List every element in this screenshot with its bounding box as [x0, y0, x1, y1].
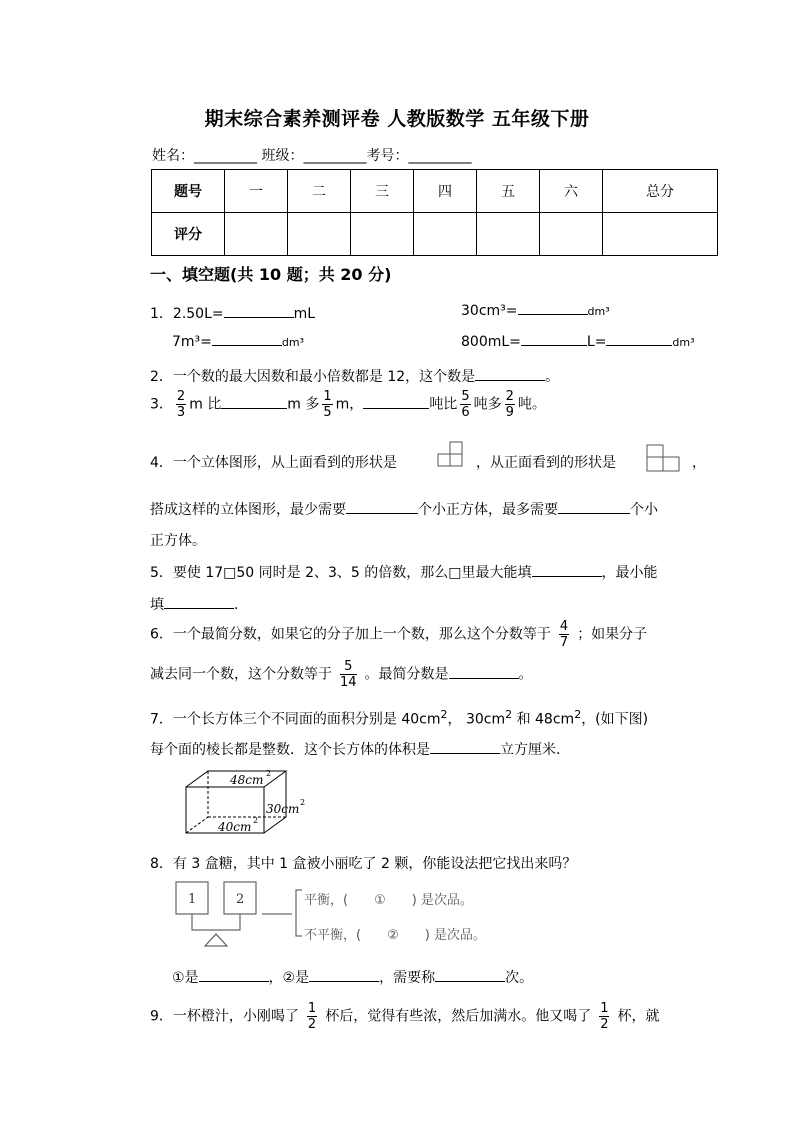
q7-text-6: 立方厘米. — [500, 742, 561, 758]
q9-text-3: 杯，就 — [617, 1008, 660, 1025]
cuboid-bottom-label: 40cm — [218, 820, 252, 834]
q7-text-4: ，(如下图) — [581, 711, 649, 728]
q7-line1 — [150, 708, 648, 729]
q8-blank-3[interactable] — [435, 980, 505, 982]
q6-text-3: 减去同一个数，这个分数等于 — [150, 666, 332, 683]
score-cell[interactable] — [225, 213, 288, 256]
q1-c-blank[interactable] — [212, 344, 282, 346]
score-cell[interactable] — [477, 213, 540, 256]
q3-text-5: 吨多 — [473, 396, 502, 413]
cuboid-figure — [180, 767, 310, 837]
q5-line2 — [150, 594, 238, 614]
q8-text-4: 次。 — [505, 970, 534, 986]
score-header-cell: 题号 — [152, 170, 225, 213]
q6-fraction-2: $\frac{5}{14}$ — [340, 659, 357, 690]
q1-d-mid: L= — [586, 334, 607, 350]
q5-text-4: . — [234, 597, 239, 613]
q7-sup-3: 2 — [574, 708, 582, 721]
q5-text-1: 5．要使 17□50 同时是 2、3、5 的倍数，那么□里最大能填 — [150, 565, 532, 581]
balance-branch-1: 平衡，( ① ) 是次品。 — [304, 893, 473, 908]
score-cell[interactable] — [351, 213, 414, 256]
q5-blank-min[interactable] — [164, 607, 234, 609]
q3-text-6: 吨。 — [517, 396, 546, 413]
cuboid-bottom-sup: 2 — [253, 816, 259, 825]
q7-text-5: 每个面的棱长都是整数．这个长方体的体积是 — [150, 742, 430, 758]
balance-branch-2: 不平衡，( ② ) 是次品。 — [304, 928, 486, 943]
q3-blank-2[interactable] — [363, 407, 429, 409]
front-view-shape-icon — [646, 444, 682, 474]
q3-text-3: m， — [335, 396, 364, 413]
q6-text-4: 。最简分数是 — [364, 666, 449, 683]
cuboid-top-sup: 2 — [266, 769, 272, 778]
q3-fraction-2: $\frac{1}{5}$ — [323, 389, 332, 420]
q7-sup-2: 2 — [505, 708, 513, 721]
q8-blank-2[interactable] — [309, 980, 379, 982]
score-cell[interactable] — [414, 213, 477, 256]
q6-fraction-1: $\frac{4}{7}$ — [559, 619, 569, 650]
q9-fraction-2: $\frac{1}{2}$ — [600, 1001, 609, 1032]
q1-a-unit: mL — [293, 306, 316, 322]
box-2-label: 2 — [236, 892, 245, 907]
cuboid-right-sup: 2 — [300, 798, 306, 807]
cuboid-right-label: 30cm — [266, 802, 300, 816]
q4-blank-min[interactable] — [346, 512, 418, 514]
q7-line2 — [150, 739, 560, 759]
q1-line2-left — [172, 334, 304, 350]
q4-text-2: 个小正方体，最多需要 — [418, 502, 558, 518]
q5-blank-max[interactable] — [532, 575, 602, 577]
balance-scale-diagram — [172, 880, 312, 952]
q1-b-text: 30cm³= — [461, 303, 518, 319]
q4-line1-b: ，从正面看到的形状是 — [476, 455, 616, 471]
q9-text-2: 杯后，觉得有些浓，然后加满水。他又喝了 — [325, 1008, 592, 1025]
score-header-cell: 六 — [540, 170, 603, 213]
q2-end: 。 — [545, 369, 560, 385]
q1-d-text: 800mL= — [461, 334, 521, 350]
cuboid-top-label: 48cm — [230, 773, 264, 787]
q4-line3: 正方体。 — [150, 533, 206, 549]
q2-line — [150, 366, 559, 386]
box-1-label: 1 — [188, 892, 197, 907]
score-header-cell: 五 — [477, 170, 540, 213]
student-info-line: 姓名：_________ 班级：_________考号：_________ — [152, 148, 472, 164]
q7-text-2: ， 30cm — [447, 711, 506, 728]
q3-fraction-1: $\frac{2}{3}$ — [176, 389, 186, 420]
q8-question: 8．有 3 盒糖，其中 1 盒被小丽吃了 2 颗，你能设法把它找出来吗？ — [150, 856, 577, 872]
q6-text-5: 。 — [518, 666, 533, 683]
score-cell[interactable] — [540, 213, 603, 256]
score-cell[interactable] — [603, 213, 718, 256]
q6-text-1: 6．一个最简分数，如果它的分子加上一个数，那么这个分数等于 — [150, 626, 551, 643]
q7-text-3: 和 48cm — [512, 711, 575, 728]
q4-line1-a: 4．一个立体图形，从上面看到的形状是 — [150, 455, 397, 471]
q8-text-1: ①是 — [172, 970, 199, 986]
q3-text-2: m 多 — [287, 396, 320, 413]
q4-text-1: 搭成这样的立体图形，最少需要 — [150, 502, 346, 518]
q1-d-unit: dm³ — [672, 336, 695, 349]
q7-text-1: 7．一个长方体三个不同面的面积分别是 40cm — [150, 711, 441, 728]
q1-a-text: 2.50L= — [172, 306, 224, 322]
q3-text-4: 吨比 — [429, 396, 458, 413]
q9-text-1: 9．一杯橙汁，小刚喝了 — [150, 1008, 299, 1025]
q2-text: 2．一个数的最大因数和最小倍数都是 12，这个数是 — [150, 369, 476, 385]
score-table — [151, 169, 718, 256]
score-header-cell: 一 — [225, 170, 288, 213]
q3-fraction-3: $\frac{5}{6}$ — [461, 389, 470, 420]
q6-blank[interactable] — [449, 677, 519, 679]
q1-line1-left — [150, 303, 315, 323]
q6-line1 — [150, 620, 647, 649]
q8-text-2: ，②是 — [268, 970, 310, 986]
q3-fraction-4: $\frac{2}{9}$ — [505, 389, 514, 420]
score-table-score-row — [152, 213, 718, 256]
q1-a-blank[interactable] — [224, 316, 294, 318]
q1-d-blank2[interactable] — [606, 344, 672, 346]
q8-blank-1[interactable] — [199, 980, 269, 982]
score-header-cell: 三 — [351, 170, 414, 213]
q1-number: 1． — [150, 306, 173, 322]
q4-line2 — [150, 499, 658, 519]
q1-d-blank1[interactable] — [521, 344, 587, 346]
score-cell[interactable] — [288, 213, 351, 256]
score-table-header-row — [152, 170, 718, 213]
q8-text-3: ，需要称 — [379, 970, 436, 986]
q1-c-text: 7m³= — [172, 334, 212, 350]
q1-line2-right — [461, 334, 695, 350]
section-heading: 一、填空题(共 10 题；共 20 分) — [150, 265, 392, 284]
q4-text-3: 个小 — [630, 502, 658, 518]
q3-text-1: m 比 — [189, 396, 222, 413]
q3-number: 3． — [150, 396, 173, 413]
q7-sup-1: 2 — [440, 708, 448, 721]
page-title: 期末综合素养测评卷 人教版数学 五年级下册 — [204, 108, 590, 130]
score-row-label: 评分 — [152, 213, 225, 256]
q5-text-3: 填 — [150, 597, 164, 613]
q5-text-2: ，最小能 — [601, 565, 658, 581]
score-header-cell: 四 — [414, 170, 477, 213]
score-header-cell: 总分 — [603, 170, 718, 213]
score-header-cell: 二 — [288, 170, 351, 213]
q6-text-2: ；如果分子 — [577, 626, 648, 643]
q1-line1-right — [461, 303, 610, 319]
q3-blank-1[interactable] — [221, 407, 287, 409]
q4-blank-max[interactable] — [558, 512, 630, 514]
q9-fraction-1: $\frac{1}{2}$ — [307, 1001, 317, 1032]
q4-line1-c: ， — [692, 455, 706, 471]
q1-c-unit: dm³ — [281, 336, 304, 349]
q8-answer-line — [172, 967, 533, 987]
top-view-shape-icon — [437, 440, 467, 470]
q1-b-blank[interactable] — [518, 313, 588, 315]
q7-blank[interactable] — [430, 752, 500, 754]
q2-blank[interactable] — [475, 379, 545, 381]
q3-line — [150, 390, 546, 419]
q9-line1 — [150, 1002, 659, 1031]
q5-line1 — [150, 562, 658, 582]
q6-line2 — [150, 660, 533, 689]
q1-b-unit: dm³ — [587, 305, 610, 318]
